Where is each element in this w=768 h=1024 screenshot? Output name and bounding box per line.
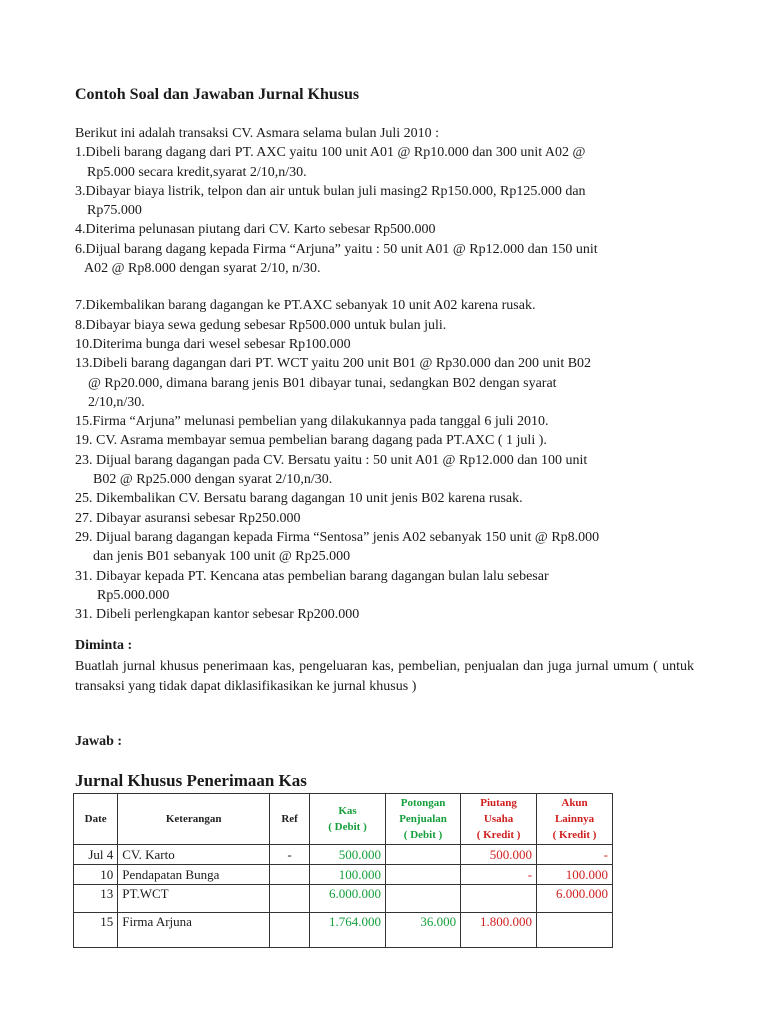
- header-ref: Ref: [270, 794, 310, 845]
- cell-piutang: 500.000: [461, 845, 537, 865]
- cell-potongan: [385, 845, 460, 865]
- transaction-item: 31. Dibayar kepada PT. Kencana atas pembelian barang dagangan bulan lalu sebesar Rp5.000.000: [75, 568, 549, 603]
- header-kas: Kas ( Debit ): [310, 794, 386, 845]
- cell-potongan: [385, 885, 460, 913]
- transaction-item: 25. Dikembalikan CV. Bersatu barang dagangan 10 unit jenis B02 karena rusak.: [75, 491, 523, 507]
- transaction-item: 1.Dibeli barang dagang dari PT. AXC yaitu 100 unit A01 @ Rp10.000 dan 300 unit A02 @ Rp5.000 secara kredit,syarat 2/10,n/30.: [75, 145, 586, 180]
- cell-keterangan: Pendapatan Bunga: [118, 865, 270, 885]
- spacer: [75, 278, 695, 296]
- page-title: Contoh Soal dan Jawaban Jurnal Khusus: [75, 86, 360, 103]
- cell-piutang: 1.800.000: [461, 913, 537, 948]
- cell-akun: 100.000: [537, 865, 613, 885]
- intro-text: Berikut ini adalah transaksi CV. Asmara selama bulan Juli 2010 :: [75, 126, 440, 141]
- cell-date: Jul 4: [74, 845, 118, 865]
- cell-keterangan: PT.WCT: [118, 885, 270, 913]
- cell-date: 10: [74, 865, 118, 885]
- transaction-item: 10.Diterima bunga dari wesel sebesar Rp100.000: [75, 336, 351, 352]
- header-potongan-penjualan: Potongan Penjualan ( Debit ): [385, 794, 460, 845]
- cell-akun: [537, 913, 613, 948]
- cell-akun: -: [537, 845, 613, 865]
- journal-title: Jurnal Khusus Penerimaan Kas: [75, 771, 307, 790]
- diminta-label: Diminta :: [75, 638, 133, 653]
- transaction-item: 29. Dijual barang dagangan kepada Firma “Sentosa” jenis A02 sebanyak 150 unit @ Rp8.000 dan jenis B01 sebanyak 100 unit @ Rp25.000: [75, 529, 600, 565]
- jawab-label: Jawab :: [75, 734, 123, 749]
- transaction-item: 31. Dibeli perlengkapan kantor sebesar Rp200.000: [75, 607, 360, 623]
- header-date: Date: [74, 794, 118, 845]
- cell-akun: 6.000.000: [537, 885, 613, 913]
- cell-kas: 100.000: [310, 865, 386, 885]
- transaction-item: 6.Dijual barang dagang kepada Firma “Arjuna” yaitu : 50 unit A01 @ Rp12.000 dan 150 unit A02 @ Rp8.000 dengan syarat 2/10, n/30.: [75, 241, 598, 277]
- transaction-item: 13.Dibeli barang dagangan dari PT. WCT yaitu 200 unit B01 @ Rp30.000 dan 200 unit B02 @ Rp20.000, dimana barang jenis B01 dibayar tunai, sedangkan B02 dengan syarat 2/10,n/30.: [75, 356, 592, 410]
- table-row: [74, 865, 613, 885]
- cell-keterangan: Firma Arjuna: [118, 913, 270, 948]
- transaction-item: 23. Dijual barang dagangan pada CV. Bersatu yaitu : 50 unit A01 @ Rp12.000 dan 100 unit B02 @ Rp25.000 dengan syarat 2/10,n/30.: [75, 452, 588, 488]
- header-akun-lainnya: Akun Lainnya ( Kredit ): [537, 794, 613, 845]
- cell-date: 13: [74, 885, 118, 913]
- cell-piutang: [461, 885, 537, 913]
- cell-kas: 500.000: [310, 845, 386, 865]
- header-piutang-usaha: Piutang Usaha ( Kredit ): [461, 794, 537, 845]
- table-row: [74, 913, 613, 948]
- header-keterangan: Keterangan: [118, 794, 270, 845]
- transaction-item: 8.Dibayar biaya sewa gedung sebesar Rp500.000 untuk bulan juli.: [75, 317, 447, 333]
- table-header-row: [74, 794, 613, 845]
- cell-ref: [270, 865, 310, 885]
- cell-date: 15: [74, 913, 118, 948]
- cash-receipts-journal-table: [73, 793, 613, 948]
- transaction-item: 3.Dibayar biaya listrik, telpon dan air untuk bulan juli masing2 Rp150.000, Rp125.000 dan Rp75.000: [75, 183, 586, 219]
- cell-ref: [270, 885, 310, 913]
- transaction-item: 19. CV. Asrama membayar semua pembelian barang dagang pada PT.AXC ( 1 juli ).: [75, 433, 547, 449]
- cell-ref: -: [270, 845, 310, 865]
- cell-piutang: -: [461, 865, 537, 885]
- table-row: [74, 885, 613, 913]
- transaction-item: 15.Firma “Arjuna” melunasi pembelian yang dilakukannya pada tanggal 6 juli 2010.: [75, 414, 549, 430]
- cell-kas: 1.764.000: [310, 913, 386, 948]
- transaction-list: [75, 124, 695, 624]
- transaction-item: 4.Diterima pelunasan piutang dari CV. Karto sebesar Rp500.000: [75, 222, 436, 238]
- table-row: [74, 845, 613, 865]
- cell-potongan: 36.000: [385, 913, 460, 948]
- cell-keterangan: CV. Karto: [118, 845, 270, 865]
- cell-potongan: [385, 865, 460, 885]
- diminta-text: Buatlah jurnal khusus penerimaan kas, pengeluaran kas, pembelian, penjualan dan juga jurnal umum ( untuk transaksi yang tidak dapat diklasifikasikan ke jurnal khusus ): [75, 659, 694, 694]
- transaction-item: 7.Dikembalikan barang dagangan ke PT.AXC sebanyak 10 unit A02 karena rusak.: [75, 298, 536, 314]
- cell-ref: [270, 913, 310, 948]
- cell-kas: 6.000.000: [310, 885, 386, 913]
- transaction-item: 27. Dibayar asuransi sebesar Rp250.000: [75, 510, 301, 526]
